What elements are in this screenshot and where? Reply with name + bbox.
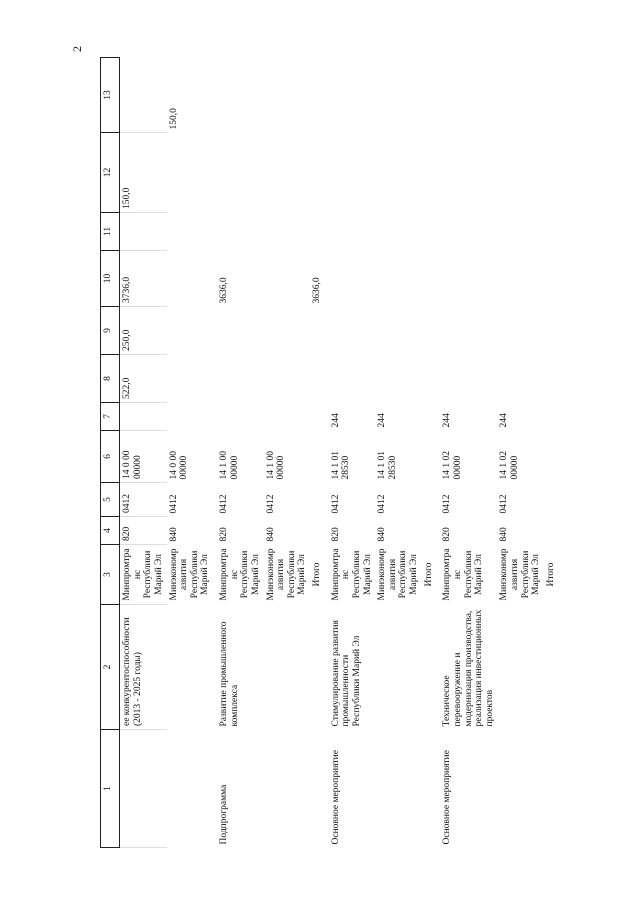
column-number-row xyxy=(101,58,120,848)
table-row xyxy=(167,58,214,848)
cell-col-10 xyxy=(375,251,422,307)
col-header-7: 7 xyxy=(101,403,120,431)
cell-col-7 xyxy=(120,403,167,431)
cell-col-12 xyxy=(375,133,422,213)
cell-col-1: Основное мероприятие xyxy=(442,750,453,845)
cell-col-1 xyxy=(167,730,214,848)
cell-col-13 xyxy=(120,58,167,133)
cell-col-12 xyxy=(264,133,311,213)
col-header-5: 5 xyxy=(101,483,120,517)
cell-col-3: Минэкономразвития Республики Марий Эл xyxy=(377,548,419,601)
cell-col-8 xyxy=(167,355,214,403)
cell-col-9 xyxy=(422,307,437,355)
table-row xyxy=(375,58,422,848)
cell-col-1 xyxy=(544,730,559,848)
cell-col-2: Стимулирование развития промышленности Республики Марий Эл xyxy=(330,620,362,727)
cell-col-1 xyxy=(497,730,544,848)
cell-col-11 xyxy=(120,213,167,251)
cell-col-2: Техническое перевооружение и модернизация производства, реализация инвестиционных проектов xyxy=(442,609,495,727)
table-body xyxy=(120,58,559,848)
cell-col-3: Минпромтранс Республики Марий Эл xyxy=(442,548,485,601)
cell-col-12 xyxy=(310,133,325,213)
cell-col-7: 244 xyxy=(442,413,453,428)
cell-col-5: 0412 xyxy=(120,483,167,517)
cell-col-5: 0412 xyxy=(330,494,341,514)
col-header-1: 1 xyxy=(101,730,120,848)
col-header-9: 9 xyxy=(101,307,120,355)
cell-col-1 xyxy=(310,730,325,848)
table-row xyxy=(422,58,437,848)
col-header-2: 2 xyxy=(101,605,120,730)
cell-col-9 xyxy=(213,307,264,355)
cell-col-6 xyxy=(310,431,325,483)
cell-col-7 xyxy=(213,403,264,431)
col-header-10: 10 xyxy=(101,251,120,307)
cell-col-6: 14 1 01 28530 xyxy=(330,451,352,480)
cell-col-11 xyxy=(422,213,437,251)
cell-col-12 xyxy=(167,133,214,213)
cell-col-3: Минэкономразвития Республики Марий Эл xyxy=(265,548,308,601)
cell-col-12: 150,0 xyxy=(120,133,167,213)
cell-col-12 xyxy=(422,133,437,213)
cell-col-7 xyxy=(167,403,214,431)
cell-col-10 xyxy=(422,251,437,307)
cell-col-8 xyxy=(497,355,544,403)
cell-col-5: 0412 xyxy=(219,494,229,514)
cell-col-2 xyxy=(422,605,437,730)
cell-col-4: 820 xyxy=(442,527,453,542)
cell-col-5: 0412 xyxy=(265,494,276,514)
cell-col-7 xyxy=(264,403,311,431)
cell-col-11 xyxy=(213,213,264,251)
cell-col-4: 840 xyxy=(265,527,276,542)
cell-col-2 xyxy=(544,605,559,730)
cell-col-11 xyxy=(310,213,325,251)
cell-col-2 xyxy=(264,605,311,730)
cell-col-13 xyxy=(213,58,264,133)
cell-col-3: Минэкономразвития Республики Марий Эл xyxy=(499,548,542,601)
cell-col-11 xyxy=(264,213,311,251)
col-header-8: 8 xyxy=(101,355,120,403)
cell-col-1 xyxy=(120,730,167,848)
cell-col-10 xyxy=(544,251,559,307)
cell-col-4 xyxy=(544,517,559,545)
cell-col-6 xyxy=(422,431,437,483)
cell-col-9 xyxy=(264,307,311,355)
cell-col-5 xyxy=(310,483,325,517)
cell-col-7: 244 xyxy=(330,413,341,428)
cell-col-10: 3636,0 xyxy=(312,277,322,304)
col-header-3: 3 xyxy=(101,545,120,605)
cell-col-7: 244 xyxy=(499,413,510,428)
cell-col-6: 14 1 00 00000 xyxy=(265,451,287,480)
cell-col-8: 522,0 xyxy=(120,355,167,403)
cell-col-13: 150,0 xyxy=(168,108,179,130)
cell-col-13 xyxy=(375,58,422,133)
cell-col-11 xyxy=(544,213,559,251)
cell-col-3: Минпромтранс Республики Марий Эл xyxy=(219,548,261,601)
cell-col-4: 820 xyxy=(330,527,341,542)
cell-col-9: 250,0 xyxy=(120,307,167,355)
cell-col-11 xyxy=(167,213,214,251)
cell-col-10 xyxy=(264,251,311,307)
page-number: 2 xyxy=(70,46,84,52)
cell-col-2 xyxy=(310,605,325,730)
cell-col-11 xyxy=(375,213,422,251)
cell-col-10 xyxy=(436,251,497,307)
col-header-11: 11 xyxy=(101,213,120,251)
col-header-4: 4 xyxy=(101,517,120,545)
cell-col-3: Минпромтранс Республики Марий Эл xyxy=(120,545,167,605)
col-header-13: 13 xyxy=(101,58,120,133)
cell-col-3: Минпромтранс Республики Марий Эл xyxy=(330,548,373,601)
cell-col-10 xyxy=(497,251,544,307)
cell-col-4: 840 xyxy=(168,527,179,542)
cell-col-10 xyxy=(167,251,214,307)
cell-col-12 xyxy=(325,133,376,213)
cell-col-4 xyxy=(310,517,325,545)
cell-col-3: Итого xyxy=(423,562,434,587)
table-row xyxy=(264,58,311,848)
cell-col-2 xyxy=(497,605,544,730)
cell-col-4: 840 xyxy=(377,527,388,542)
cell-col-13 xyxy=(264,58,311,133)
budget-table xyxy=(100,57,559,848)
cell-col-10: 3736,0 xyxy=(120,251,167,307)
cell-col-3: Итого xyxy=(545,562,556,587)
cell-col-10: 3636,0 xyxy=(219,277,229,304)
cell-col-4: 840 xyxy=(499,527,510,542)
cell-col-9 xyxy=(167,307,214,355)
table-row xyxy=(436,58,497,848)
cell-col-5 xyxy=(422,483,437,517)
cell-col-5 xyxy=(544,483,559,517)
table-row xyxy=(325,58,376,848)
cell-col-4: 820 xyxy=(120,517,167,545)
cell-col-8 xyxy=(436,355,497,403)
cell-col-9 xyxy=(310,307,325,355)
cell-col-7: 244 xyxy=(377,413,388,428)
cell-col-2: Развитие промышленного комплекса xyxy=(219,621,240,727)
cell-col-5: 0412 xyxy=(168,494,179,514)
cell-col-8 xyxy=(375,355,422,403)
cell-col-11 xyxy=(325,213,376,251)
cell-col-6: 14 1 02 00000 xyxy=(442,451,463,480)
cell-col-4: 820 xyxy=(219,527,229,542)
cell-col-13 xyxy=(544,58,559,133)
cell-col-4 xyxy=(422,517,437,545)
cell-col-7 xyxy=(310,403,325,431)
table-row xyxy=(213,58,264,848)
cell-col-8 xyxy=(325,355,376,403)
cell-col-9 xyxy=(375,307,422,355)
table-row xyxy=(544,58,559,848)
cell-col-5: 0412 xyxy=(499,494,510,514)
table-row xyxy=(120,58,167,848)
cell-col-2: ее конкурентоспособности (2013 - 2025 годы) xyxy=(120,605,167,730)
cell-col-8 xyxy=(544,355,559,403)
cell-col-13 xyxy=(497,58,544,133)
cell-col-1 xyxy=(264,730,311,848)
cell-col-9 xyxy=(436,307,497,355)
cell-col-6: 14 1 01 28530 xyxy=(377,451,398,480)
cell-col-6: 14 1 02 00000 xyxy=(499,451,520,480)
cell-col-13 xyxy=(422,58,437,133)
cell-col-5: 0412 xyxy=(442,494,453,514)
cell-col-13 xyxy=(310,58,325,133)
cell-col-1 xyxy=(375,730,422,848)
rotated-table-container xyxy=(100,58,556,848)
cell-col-1: Подпрограмма xyxy=(219,784,229,845)
cell-col-7 xyxy=(422,403,437,431)
cell-col-6 xyxy=(544,431,559,483)
cell-col-1: Основное мероприятие xyxy=(330,750,341,845)
cell-col-13 xyxy=(325,58,376,133)
col-header-6: 6 xyxy=(101,431,120,483)
cell-col-11 xyxy=(497,213,544,251)
cell-col-12 xyxy=(544,133,559,213)
cell-col-8 xyxy=(264,355,311,403)
cell-col-3: Итого xyxy=(312,562,322,587)
cell-col-13 xyxy=(436,58,497,133)
cell-col-12 xyxy=(213,133,264,213)
cell-col-2 xyxy=(375,605,422,730)
cell-col-1 xyxy=(422,730,437,848)
cell-col-2 xyxy=(167,605,214,730)
cell-col-9 xyxy=(325,307,376,355)
cell-col-8 xyxy=(213,355,264,403)
table-row xyxy=(497,58,544,848)
cell-col-8 xyxy=(310,355,325,403)
cell-col-9 xyxy=(544,307,559,355)
cell-col-7 xyxy=(544,403,559,431)
cell-col-12 xyxy=(436,133,497,213)
cell-col-3: Минэкономразвития Республики Марий Эл xyxy=(168,548,211,601)
cell-col-10 xyxy=(325,251,376,307)
table-row xyxy=(310,58,325,848)
cell-col-6: 14 0 00 00000 xyxy=(168,451,190,480)
cell-col-5: 0412 xyxy=(377,494,388,514)
cell-col-6: 14 0 00 00000 xyxy=(120,431,167,483)
cell-col-11 xyxy=(436,213,497,251)
cell-col-12 xyxy=(497,133,544,213)
cell-col-8 xyxy=(422,355,437,403)
col-header-12: 12 xyxy=(101,133,120,213)
cell-col-6: 14 1 00 00000 xyxy=(219,451,240,480)
cell-col-9 xyxy=(497,307,544,355)
